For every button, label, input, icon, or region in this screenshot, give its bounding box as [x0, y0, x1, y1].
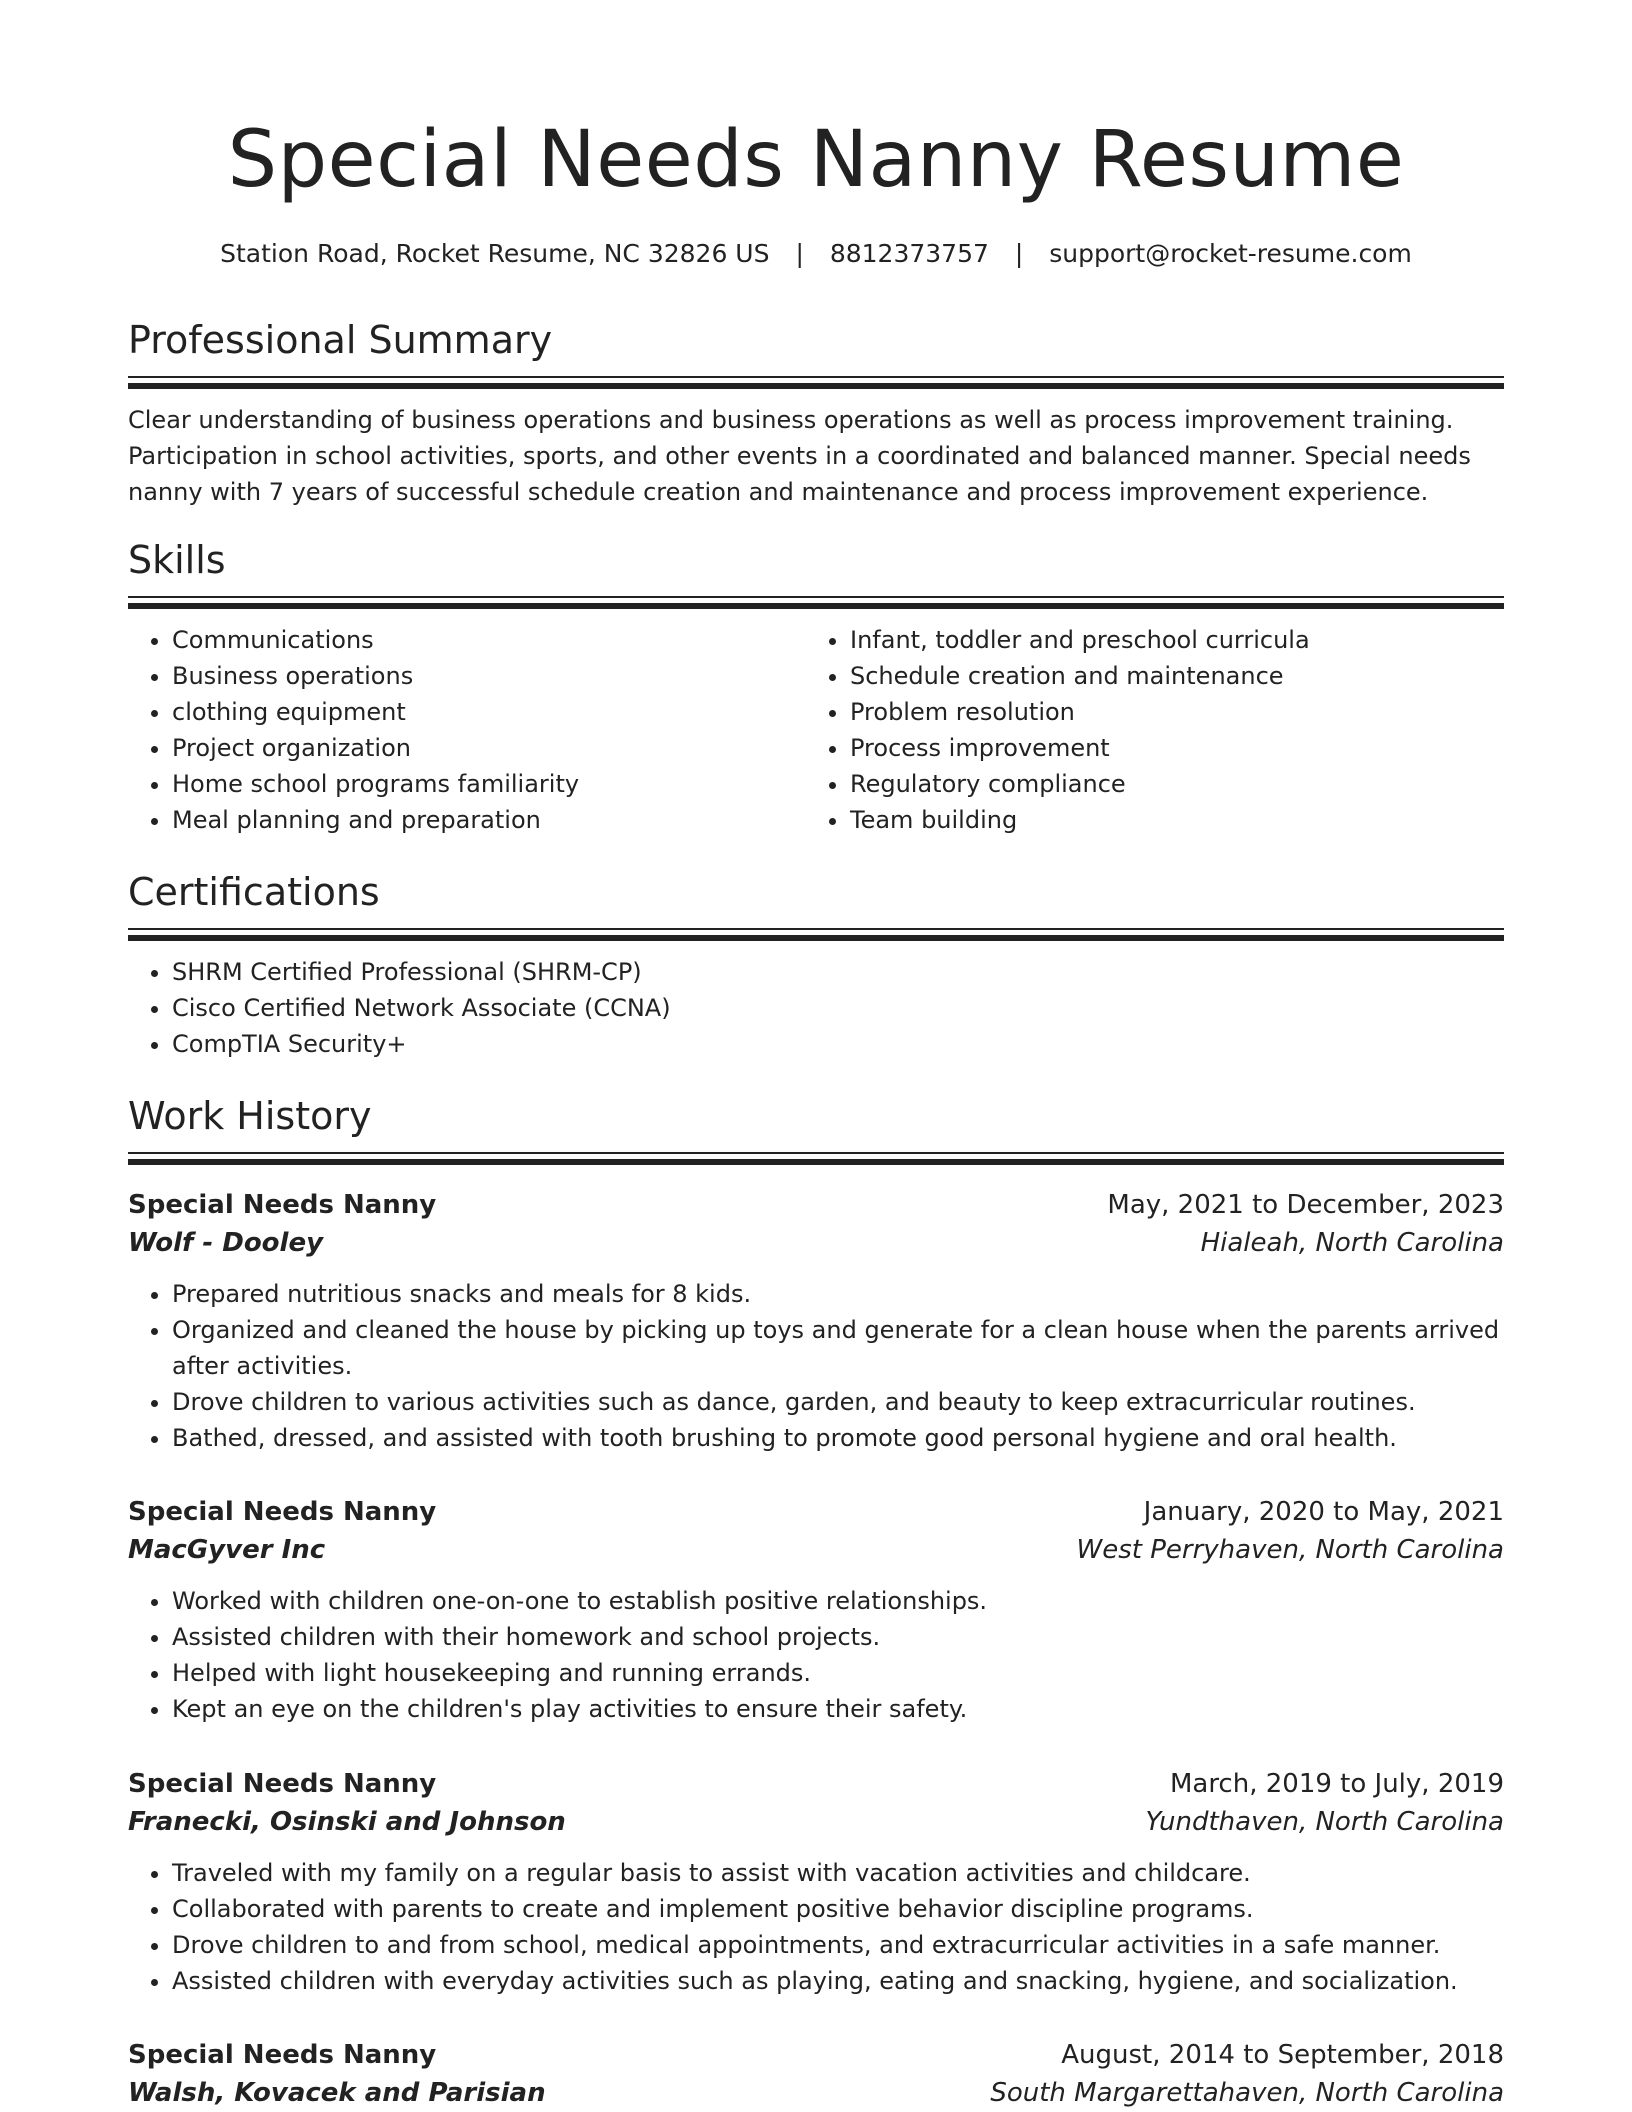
- contact-address: Station Road, Rocket Resume, NC 32826 US: [220, 239, 770, 268]
- job-title: Special Needs Nanny: [128, 1497, 437, 1527]
- job-duties-list: [128, 1855, 1504, 1999]
- summary-section: [128, 318, 1504, 510]
- job-title: Special Needs Nanny: [128, 1769, 437, 1799]
- certifications-list: [128, 954, 1504, 1062]
- job-duties-list: [128, 1583, 1504, 1727]
- summary-text: Clear understanding of business operations and business operations as well as process improvement training. Participation in school activities, sports, and other events in a coordinated and balanced manner. Special needs nanny with 7 years of successful schedule creation and maintenance and process improvement experience.: [128, 405, 1471, 506]
- skill-item: • Communications: [172, 622, 806, 658]
- job-location: Yundthaven, North Carolina: [1145, 1807, 1504, 1837]
- skill-item: • Schedule creation and maintenance: [850, 658, 1484, 694]
- job-duty: • Drove children to various activities such as dance, garden, and beauty to keep extracurricular routines.: [172, 1384, 1504, 1420]
- job-entry: [128, 2036, 1504, 2112]
- job-duty: • Bathed, dressed, and assisted with tooth brushing to promote good personal hygiene and oral health.: [172, 1420, 1504, 1456]
- job-duty: • Organized and cleaned the house by picking up toys and generate for a clean house when the parents arrived after activities.: [172, 1312, 1504, 1384]
- contact-separator: |: [795, 239, 804, 268]
- skills-columns: [128, 610, 1504, 838]
- skill-item: • Home school programs familiarity: [172, 766, 806, 802]
- certifications-heading: Certifications: [128, 870, 380, 914]
- job-title: Special Needs Nanny: [128, 1190, 437, 1220]
- job-duty: • Traveled with my family on a regular basis to assist with vacation activities and childcare.: [172, 1855, 1504, 1891]
- job-dates: January, 2020 to May, 2021: [1143, 1497, 1504, 1527]
- skills-heading: Skills: [128, 538, 226, 582]
- job-duties-list: [128, 1276, 1504, 1456]
- skill-item: • Project organization: [172, 730, 806, 766]
- job-dates: August, 2014 to September, 2018: [1061, 2040, 1504, 2070]
- skill-item: • Problem resolution: [850, 694, 1484, 730]
- skill-item: • Meal planning and preparation: [172, 802, 806, 838]
- skill-item: • Process improvement: [850, 730, 1484, 766]
- job-company-row: [128, 1803, 1504, 1841]
- job-dates: March, 2019 to July, 2019: [1169, 1769, 1504, 1799]
- job-header-row: [128, 1765, 1504, 1803]
- job-company: Wolf - Dooley: [128, 1228, 324, 1258]
- skills-list-left: [128, 622, 806, 838]
- skill-item: • Regulatory compliance: [850, 766, 1484, 802]
- certification-item: • SHRM Certified Professional (SHRM-CP): [172, 954, 1504, 990]
- job-duty: • Assisted children with everyday activities such as playing, eating and snacking, hygiene, and socialization.: [172, 1963, 1504, 1999]
- job-duty: • Worked with children one-on-one to establish positive relationships.: [172, 1583, 1504, 1619]
- job-duty: • Helped with light housekeeping and running errands.: [172, 1655, 1504, 1691]
- skill-item: • clothing equipment: [172, 694, 806, 730]
- job-location: Hialeah, North Carolina: [1200, 1228, 1504, 1258]
- contact-line: [128, 238, 1504, 271]
- job-company: Walsh, Kovacek and Parisian: [128, 2078, 546, 2108]
- job-company: Franecki, Osinski and Johnson: [128, 1807, 566, 1837]
- job-entry: [128, 1493, 1504, 1727]
- job-title: Special Needs Nanny: [128, 2040, 437, 2070]
- work-history-section: [128, 1094, 1504, 1166]
- resume-title: Special Needs Nanny Resume: [227, 115, 1405, 205]
- job-duty: • Assisted children with their homework and school projects.: [172, 1619, 1504, 1655]
- skill-item: • Team building: [850, 802, 1484, 838]
- job-duty: • Prepared nutritious snacks and meals for 8 kids.: [172, 1276, 1504, 1312]
- job-header-row: [128, 2036, 1504, 2074]
- job-location: South Margarettahaven, North Carolina: [990, 2078, 1504, 2108]
- job-company-row: [128, 1224, 1504, 1262]
- contact-email: support@rocket-resume.com: [1049, 239, 1412, 268]
- certifications-section: [128, 870, 1504, 1062]
- job-company-row: [128, 1531, 1504, 1569]
- certification-item: • CompTIA Security+: [172, 1026, 1504, 1062]
- work-history-heading: Work History: [128, 1094, 372, 1138]
- skills-list-right: [806, 622, 1484, 838]
- job-dates: May, 2021 to December, 2023: [1107, 1190, 1504, 1220]
- job-entry: [128, 1186, 1504, 1456]
- section-divider: [128, 1152, 1504, 1166]
- job-duty: • Collaborated with parents to create and implement positive behavior discipline programs.: [172, 1891, 1504, 1927]
- contact-separator: |: [1014, 239, 1024, 268]
- skill-item: • Business operations: [172, 658, 806, 694]
- summary-heading: Professional Summary: [128, 318, 553, 362]
- skill-item: • Infant, toddler and preschool curricula: [850, 622, 1484, 658]
- certification-item: • Cisco Certified Network Associate (CCNA): [172, 990, 1504, 1026]
- contact-phone: 8812373757: [829, 239, 989, 268]
- skills-section: [128, 538, 1504, 838]
- job-header-row: [128, 1493, 1504, 1531]
- section-divider: [128, 928, 1504, 942]
- job-header-row: [128, 1186, 1504, 1224]
- section-divider: [128, 376, 1504, 390]
- job-company: MacGyver Inc: [128, 1535, 326, 1565]
- job-entry: [128, 1765, 1504, 1999]
- job-duty: • Kept an eye on the children's play activities to ensure their safety.: [172, 1691, 1504, 1727]
- job-location: West Perryhaven, North Carolina: [1076, 1535, 1504, 1565]
- section-divider: [128, 596, 1504, 610]
- job-company-row: [128, 2074, 1504, 2112]
- job-duty: • Drove children to and from school, medical appointments, and extracurricular activities in a safe manner.: [172, 1927, 1504, 1963]
